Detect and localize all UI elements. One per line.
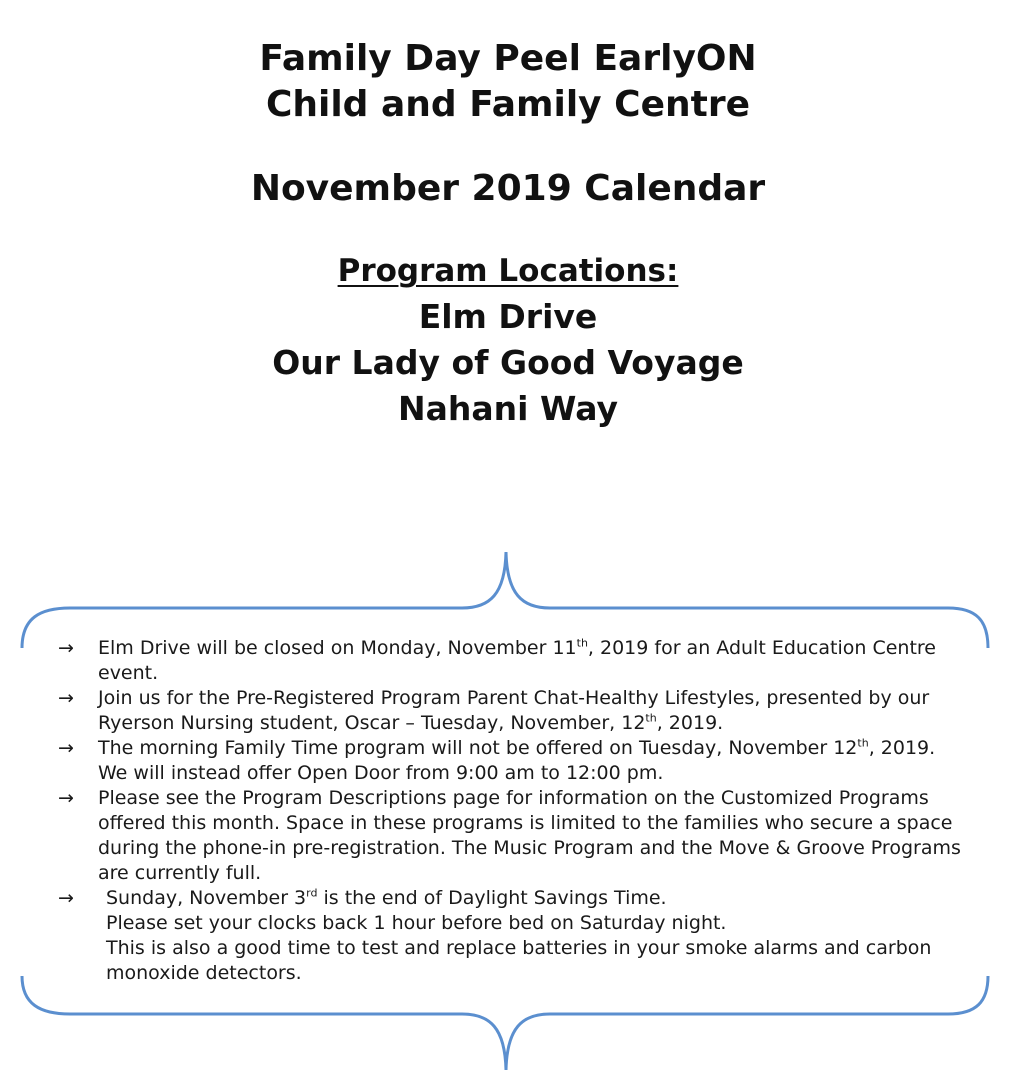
- title-line-1: Family Day Peel EarlyON: [259, 38, 757, 79]
- arrow-icon: →: [58, 687, 74, 709]
- note-1-text-end: , 2019 for an Adult Education Centre event.: [98, 637, 936, 684]
- announcements-list: [58, 636, 988, 986]
- list-item: [58, 686, 988, 736]
- brace-bottom: [22, 976, 988, 1070]
- title-line-2: Child and Family Centre: [265, 84, 751, 125]
- note-1-sup: th: [576, 636, 588, 650]
- list-item: [58, 786, 988, 886]
- locations-heading: Program Locations:: [337, 253, 679, 289]
- note-5-line2: Please set your clocks back 1 hour before bed on Saturday night.: [106, 912, 727, 934]
- note-5-sup: rd: [306, 886, 318, 900]
- note-5-line3: This is also a good time to test and replace batteries in your smoke alarms and carbon monoxide detectors.: [106, 937, 932, 984]
- note-5-text: Sunday, November 3: [106, 887, 307, 909]
- note-3-text: The morning Family Time program will not be offered on Tuesday, November 12: [98, 737, 858, 759]
- arrow-icon: →: [58, 787, 74, 809]
- note-1-text: Elm Drive will be closed on Monday, November 11: [98, 637, 577, 659]
- note-2-text: Join us for the Pre-Registered Program Parent Chat-Healthy Lifestyles, presented by our Ryerson Nursing student, Oscar – Tuesday, November, 12: [98, 687, 930, 734]
- note-3-sup: th: [857, 736, 869, 750]
- arrow-icon: →: [58, 637, 74, 659]
- note-3-text-line2: We will instead offer Open Door from 9:00 am to 12:00 pm.: [98, 762, 664, 784]
- note-5-text-end: is the end of Daylight Savings Time.: [317, 887, 667, 909]
- location-nahani-way: Nahani Way: [398, 389, 618, 428]
- list-item: [58, 636, 988, 686]
- list-item: [58, 736, 988, 786]
- note-3-text-end: , 2019.: [868, 737, 936, 759]
- calendar-title: November 2019 Calendar: [250, 168, 766, 209]
- note-4-text: Please see the Program Descriptions page for information on the Customized Programs offered this month. Space in these programs is limited to the families who secure a space during the phone-in pre-registration. The Music Program and the Move & Groove Programs are currently full.: [98, 787, 961, 884]
- arrow-icon: →: [58, 887, 74, 909]
- brace-top: [22, 552, 988, 648]
- location-our-lady-of-good-voyage: Our Lady of Good Voyage: [272, 343, 744, 382]
- location-elm-drive: Elm Drive: [418, 297, 598, 336]
- note-2-sup: th: [645, 711, 657, 725]
- note-2-text-end: , 2019.: [656, 712, 724, 734]
- list-item: [58, 886, 988, 986]
- note-5-line1: [98, 886, 988, 911]
- arrow-icon: →: [58, 737, 74, 759]
